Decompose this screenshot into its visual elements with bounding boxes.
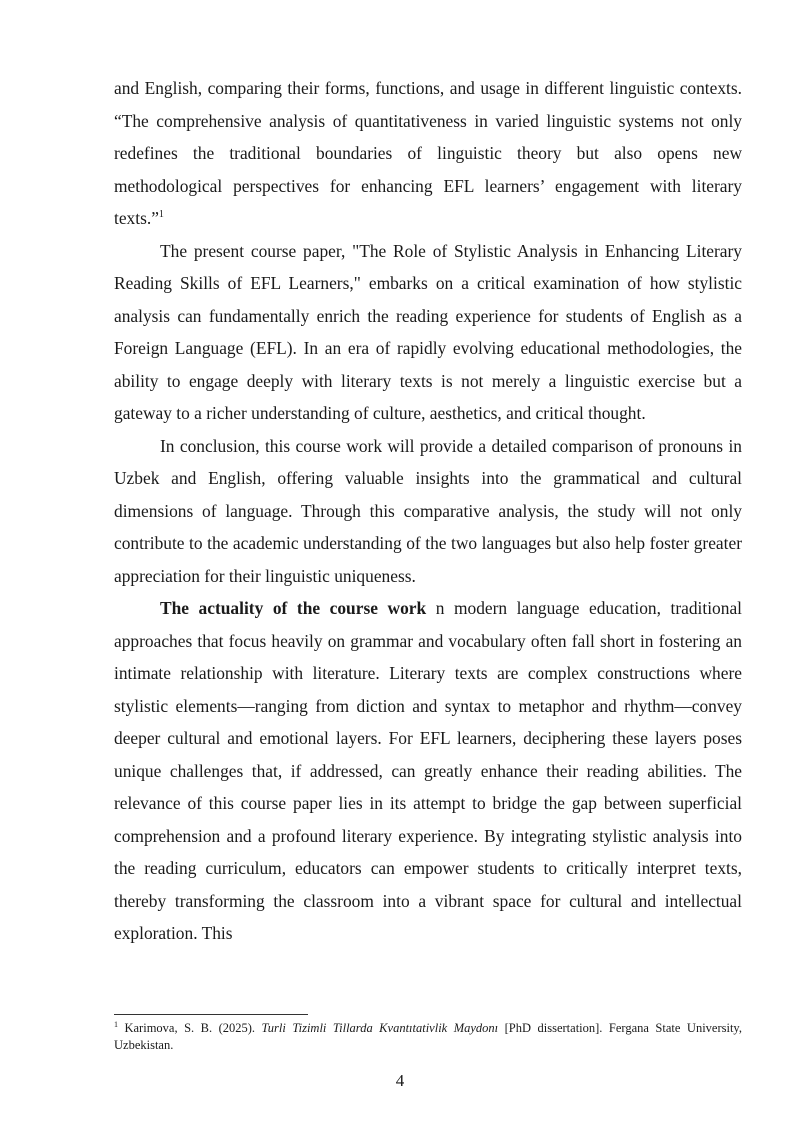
footnote-title: Turli Tizimli Tillarda Kvantıtativlik Maydonı	[261, 1021, 499, 1035]
footnote-details: [PhD dissertation]. Fergana State University, Uzbekistan.	[114, 1021, 742, 1052]
paragraph-4	[114, 592, 742, 950]
footnote	[114, 1020, 742, 1054]
paragraph-1	[114, 72, 742, 235]
section-heading: The actuality of the course work	[160, 598, 427, 618]
footnote-separator	[114, 1014, 308, 1015]
body-text	[114, 72, 742, 950]
page-number: 4	[395, 1071, 405, 1090]
footnote-author: Karimova, S. B. (2025).	[118, 1021, 262, 1035]
paragraph-4-text: n modern language education, traditional approaches that focus heavily on grammar and vocabulary often fall short in fostering an intimate relationship with literature. Literary texts are complex constructions where stylistic elements—ranging from diction and syntax to metaphor and rhythm—convey deeper cultural and emotional layers. For EFL learners, deciphering these layers poses unique challenges that, if addressed, can greatly enhance their reading abilities. The relevance of this course paper lies in its attempt to bridge the gap between superficial comprehension and a profound literary experience. By integrating stylistic analysis into the reading curriculum, educators can empower students to critically interpret texts, thereby transforming the classroom into a vibrant space for cultural and intellectual exploration. This	[114, 598, 742, 943]
paragraph-2: The present course paper, "The Role of Stylistic Analysis in Enhancing Literary Reading Skills of EFL Learners," embarks on a critical examination of how stylistic analysis can fundamentally enrich the reading experience for students of English as a Foreign Language (EFL). In an era of rapidly evolving educational methodologies, the ability to engage deeply with literary texts is not merely a linguistic exercise but a gateway to a richer understanding of culture, aesthetics, and critical thought.	[114, 240, 742, 423]
footnote-reference[interactable]: 1	[158, 209, 164, 221]
footnote-marker: 1	[114, 1019, 118, 1029]
paragraph-1-text: and English, comparing their forms, functions, and usage in different linguistic contexts. “The comprehensive analysis of quantitativeness in varied linguistic systems not only redefines the traditional boundaries of linguistic theory but also opens new methodological perspectives for enhancing EFL learners’ engagement with literary texts.”	[114, 78, 742, 228]
paragraph-3: In conclusion, this course work will provide a detailed comparison of pronouns in Uzbek and English, offering valuable insights into the grammatical and cultural dimensions of language. Through this comparative analysis, the study will not only contribute to the academic understanding of the two languages but also help foster greater appreciation for their linguistic uniqueness.	[114, 435, 742, 586]
